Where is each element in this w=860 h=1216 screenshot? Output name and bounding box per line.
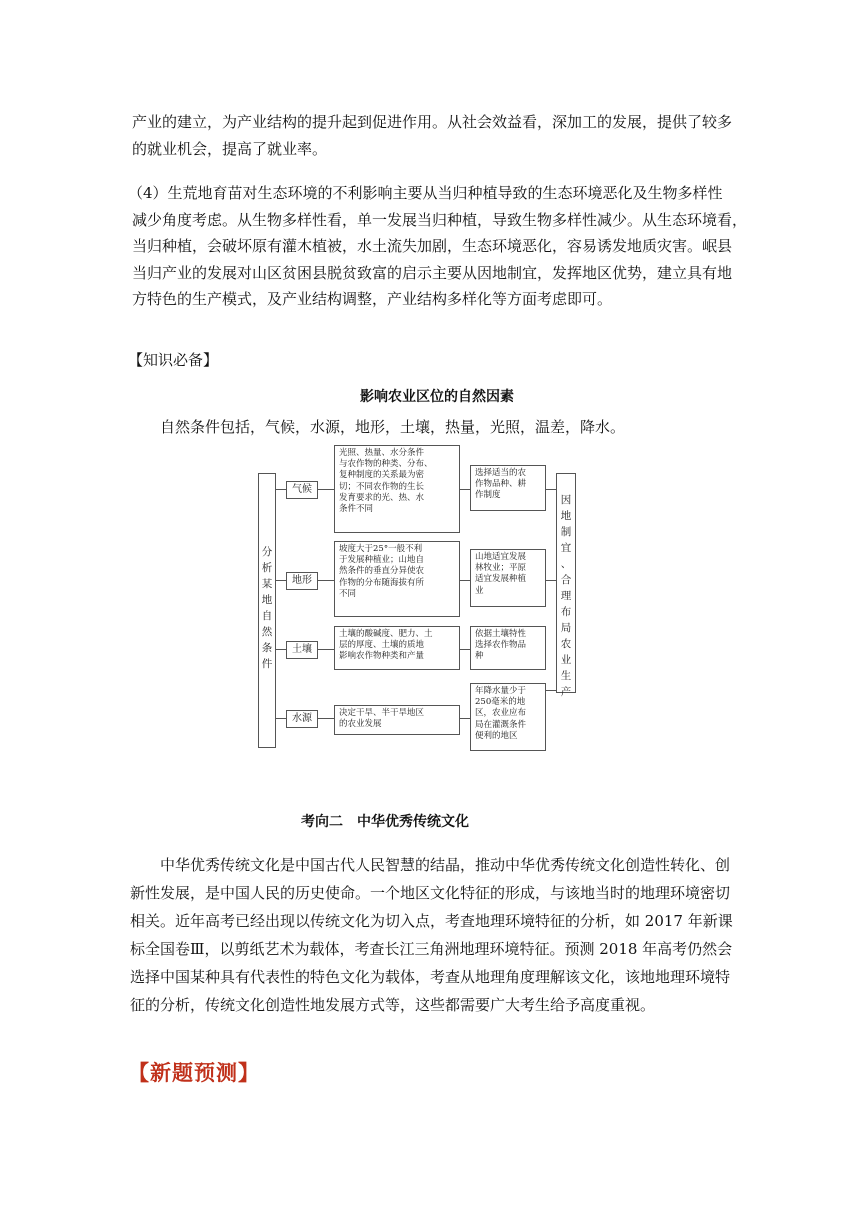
description-soil xyxy=(334,626,460,670)
vertical-char: 业 xyxy=(560,654,572,666)
desc-line: 土壤的酸碱度、肥力、土 xyxy=(339,629,433,639)
vertical-char: 然 xyxy=(261,626,273,638)
knowledge-heading: 【知识必备】 xyxy=(128,351,219,369)
right-label-box xyxy=(556,473,576,698)
result-line: 区，农业应布 xyxy=(475,708,527,719)
vertical-char: 自 xyxy=(261,610,273,622)
desc-line: 于发展种植业；山地自 xyxy=(339,555,425,566)
text-line: 标全国卷Ⅲ，以剪纸艺术为载体，考查长江三角洲地理环境特征。预测 2018 年高考仍然会 xyxy=(130,940,733,958)
desc-line: 发育要求的光、热、水 xyxy=(339,492,425,503)
vertical-char: 因 xyxy=(560,494,572,506)
vertical-char: 分 xyxy=(261,546,273,558)
vertical-char: 合 xyxy=(560,574,572,586)
result-water xyxy=(470,683,546,751)
text-line: 产业的建立，为产业结构的提升起到促进作用。从社会效益看，深加工的发展，提供了较多 xyxy=(132,113,733,131)
intro-text: 自然条件包括，气候，水源，地形，土壤，热量，光照，温差，降水。 xyxy=(160,418,626,436)
factor-label: 气候 xyxy=(292,484,312,495)
new-questions-heading: 【新题预测】 xyxy=(128,1061,260,1085)
result-climate xyxy=(470,465,546,511)
text-line: 新性发展，是中国人民的历史使命。一个地区文化特征的形成，与该地当时的地理环境密切 xyxy=(130,884,731,902)
vertical-char: 局 xyxy=(560,622,572,634)
vertical-char: 理 xyxy=(560,590,572,602)
text-line: 征的分析，传统文化创造性地发展方式等，这些都需要广大考生给予高度重视。 xyxy=(130,996,656,1014)
result-line: 种 xyxy=(475,651,484,662)
description-water xyxy=(334,705,460,735)
desc-line: 切；不同农作物的生长 xyxy=(339,481,425,492)
vertical-char: 条 xyxy=(261,642,273,654)
result-line: 业 xyxy=(475,585,484,596)
result-line: 依据土壤特性 xyxy=(475,629,527,639)
paragraph-traditional-culture xyxy=(130,851,733,1019)
factor-label: 地形 xyxy=(292,575,312,586)
desc-line: 光照、热量、水分条件 xyxy=(339,448,425,458)
result-line: 年降水量少于 xyxy=(475,686,527,696)
right-label xyxy=(557,492,575,700)
vertical-char: 地 xyxy=(261,594,273,606)
factor-label: 土壤 xyxy=(292,644,312,655)
desc-line: 与农作物的种类、分布、 xyxy=(339,459,433,470)
desc-line: 复种制度的关系最为密 xyxy=(339,470,425,481)
factor-water xyxy=(286,710,318,728)
vertical-char: 制 xyxy=(560,526,572,538)
result-line: 250毫米的地 xyxy=(475,697,526,708)
result-line: 便利的地区 xyxy=(475,730,518,741)
result-line: 适宜发展种植 xyxy=(475,574,527,585)
result-line: 作物品种、耕 xyxy=(475,479,527,490)
result-line: 林牧业；平原 xyxy=(475,563,527,574)
left-label xyxy=(259,544,275,672)
vertical-char: 布 xyxy=(560,606,572,618)
vertical-char: 生 xyxy=(560,670,572,682)
text-line: 减少角度考虑。从生物多样性看，单一发展当归种植，导致生物多样性减少。从生态环境看， xyxy=(132,210,748,229)
paragraph-answer-4 xyxy=(128,180,748,313)
desc-line: 影响农作物种类和产量 xyxy=(339,651,425,662)
vertical-char: 析 xyxy=(261,562,273,574)
description-climate xyxy=(334,445,460,533)
text-line: （4）生荒地育苗对生态环境的不利影响主要从当归种植导致的生态环境恶化及生物多样性 xyxy=(128,184,723,202)
text-line: 当归产业的发展对山区贫困县脱贫致富的启示主要从因地制宜，发挥地区优势，建立具有地 xyxy=(132,263,733,282)
vertical-char: 宜 xyxy=(560,542,572,554)
factor-soil xyxy=(286,641,318,659)
text-line: 当归种植，会破坏原有灌木植被，水土流失加剧，生态环境恶化，容易诱发地质灾害。岷县 xyxy=(132,237,733,255)
desc-line: 作物的分布随海拔有所 xyxy=(339,577,425,588)
desc-line: 的农业发展 xyxy=(339,719,382,730)
factor-climate xyxy=(286,481,318,499)
desc-line: 然条件的垂直分异使农 xyxy=(339,566,425,577)
text-line: 选择中国某种具有代表性的特色文化为载体，考查从地理角度理解该文化，该地地理环境特 xyxy=(130,968,731,986)
desc-line: 条件不同 xyxy=(339,504,374,515)
result-line: 选择适当的农 xyxy=(475,468,527,478)
desc-line: 决定干旱、半干旱地区 xyxy=(339,708,425,718)
text-line: 方特色的生产模式，及产业结构调整，产业结构多样化等方面考虑即可。 xyxy=(132,290,613,308)
vertical-char: 产 xyxy=(560,686,572,698)
text-line: 的就业机会，提高了就业率。 xyxy=(132,139,328,158)
result-line: 山地适宜发展 xyxy=(475,552,527,562)
desc-line: 不同 xyxy=(339,588,357,599)
vertical-char: 地 xyxy=(560,510,572,522)
section-title: 影响农业区位的自然因素 xyxy=(360,389,514,405)
description-terrain xyxy=(334,541,460,617)
result-terrain xyxy=(470,549,546,607)
result-line: 作制度 xyxy=(475,490,501,501)
result-line: 选择农作物品 xyxy=(475,640,527,651)
left-label-box xyxy=(258,473,276,748)
paragraph-answer-3-continued xyxy=(132,109,732,162)
factor-label: 水源 xyxy=(292,713,312,724)
section2-title: 考向二 中华优秀传统文化 xyxy=(301,814,469,830)
result-line: 局在灌溉条件 xyxy=(475,719,527,730)
desc-line: 层的厚度、土壤的质地 xyxy=(339,640,425,651)
vertical-char: 件 xyxy=(261,658,273,670)
text-line: 相关。近年高考已经出现以传统文化为切入点，考查地理环境特征的分析，如 2017 年新课 xyxy=(130,912,733,930)
text-line: 中华优秀传统文化是中国古代人民智慧的结晶，推动中华优秀传统文化创造性转化、创 xyxy=(160,856,731,874)
vertical-char: 、 xyxy=(560,558,572,570)
vertical-char: 某 xyxy=(261,578,273,590)
result-soil xyxy=(470,626,546,670)
factor-terrain xyxy=(286,572,318,590)
desc-line: 坡度大于25°一般不利 xyxy=(339,544,423,554)
agriculture-factors-diagram xyxy=(258,443,578,753)
vertical-char: 农 xyxy=(560,638,572,650)
